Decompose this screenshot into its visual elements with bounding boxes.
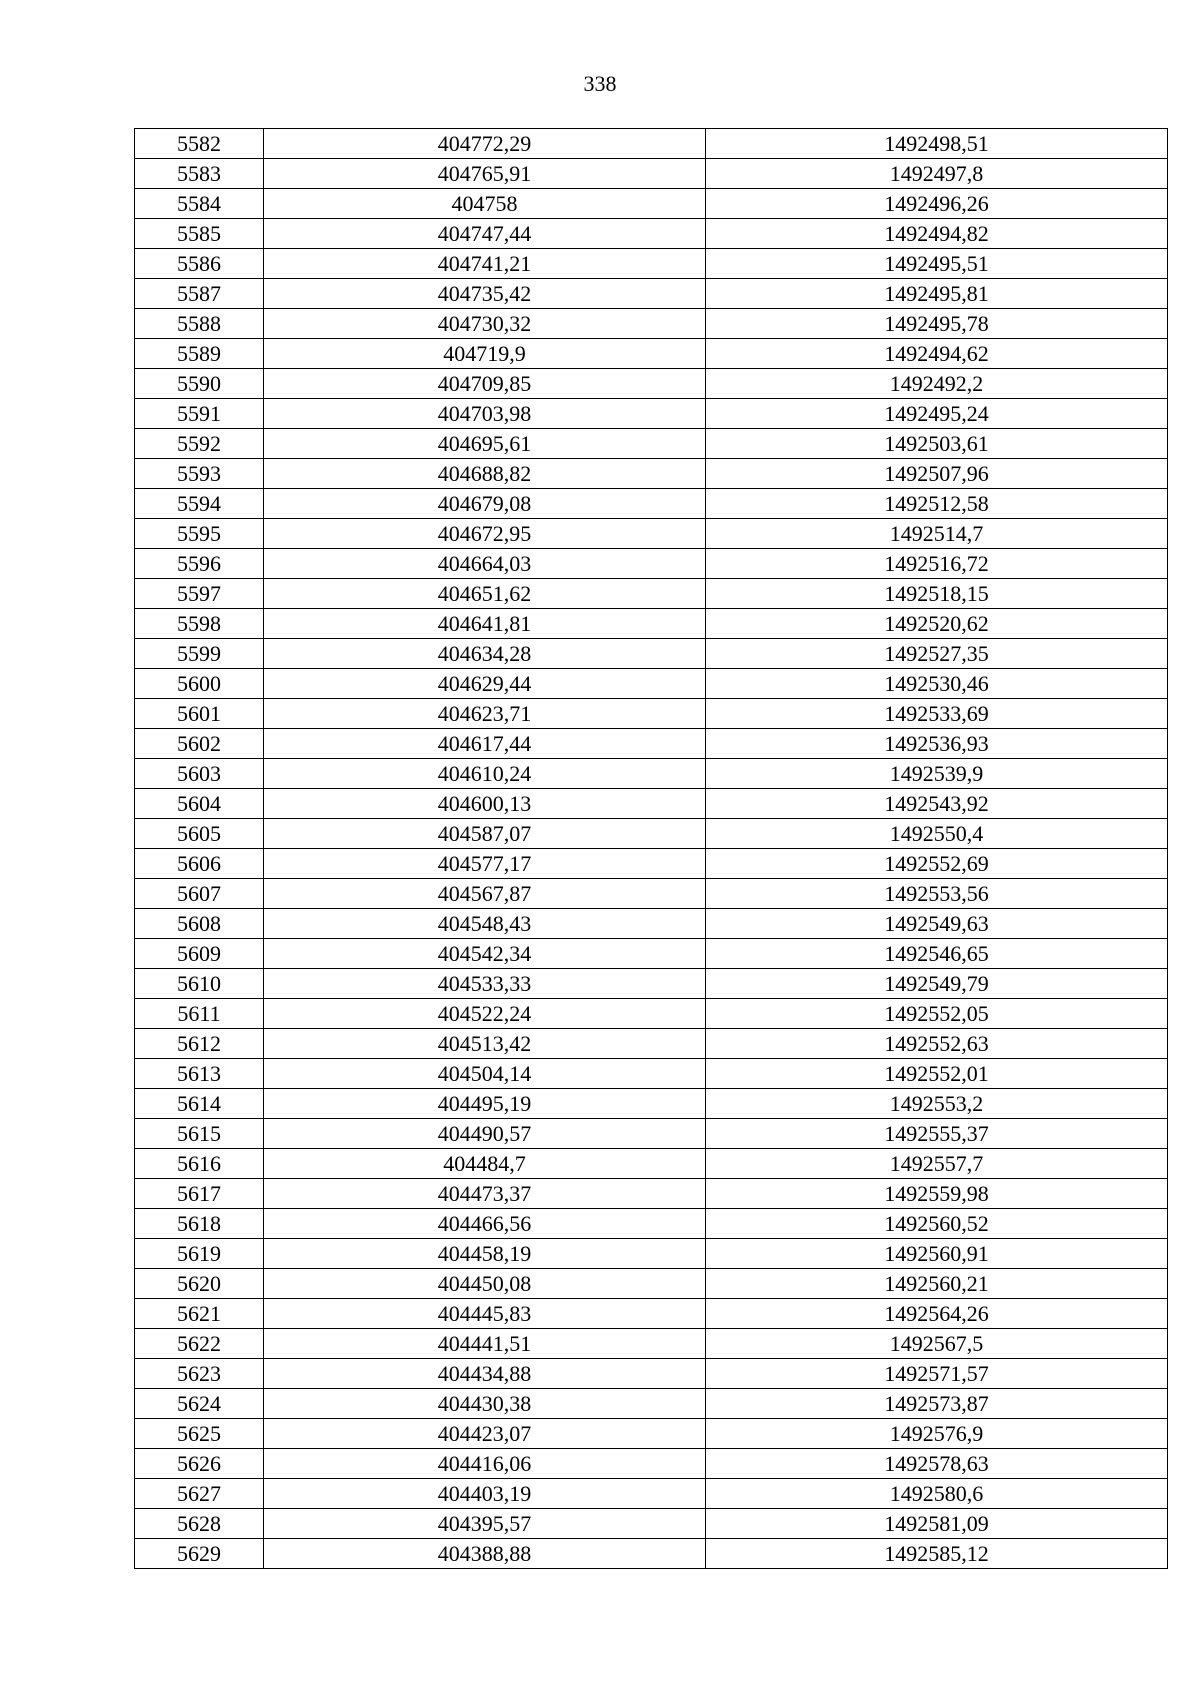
point-number-cell: 5625: [135, 1419, 264, 1449]
x-coordinate-cell: 404513,42: [264, 1029, 706, 1059]
table-row: [135, 819, 1168, 849]
y-coordinate-cell: 1492516,72: [706, 549, 1168, 579]
x-coordinate-cell: 404651,62: [264, 579, 706, 609]
x-coordinate-cell: 404441,51: [264, 1329, 706, 1359]
table-row: [135, 639, 1168, 669]
x-coordinate-cell: 404388,88: [264, 1539, 706, 1569]
x-coordinate-cell: 404672,95: [264, 519, 706, 549]
point-number-cell: 5583: [135, 159, 264, 189]
x-coordinate-cell: 404709,85: [264, 369, 706, 399]
x-coordinate-cell: 404679,08: [264, 489, 706, 519]
x-coordinate-cell: 404577,17: [264, 849, 706, 879]
point-number-cell: 5602: [135, 729, 264, 759]
y-coordinate-cell: 1492553,56: [706, 879, 1168, 909]
point-number-cell: 5600: [135, 669, 264, 699]
page-number: 338: [583, 71, 617, 96]
coordinates-table-body: [135, 129, 1168, 1569]
point-number-cell: 5605: [135, 819, 264, 849]
table-row: [135, 1239, 1168, 1269]
point-number-cell: 5617: [135, 1179, 264, 1209]
y-coordinate-cell: 1492527,35: [706, 639, 1168, 669]
table-row: [135, 1449, 1168, 1479]
point-number-cell: 5588: [135, 309, 264, 339]
table-row: [135, 1389, 1168, 1419]
x-coordinate-cell: 404634,28: [264, 639, 706, 669]
table-row: [135, 1209, 1168, 1239]
y-coordinate-cell: 1492512,58: [706, 489, 1168, 519]
point-number-cell: 5609: [135, 939, 264, 969]
y-coordinate-cell: 1492494,62: [706, 339, 1168, 369]
point-number-cell: 5596: [135, 549, 264, 579]
y-coordinate-cell: 1492495,51: [706, 249, 1168, 279]
x-coordinate-cell: 404735,42: [264, 279, 706, 309]
x-coordinate-cell: 404473,37: [264, 1179, 706, 1209]
point-number-cell: 5598: [135, 609, 264, 639]
x-coordinate-cell: 404445,83: [264, 1299, 706, 1329]
x-coordinate-cell: 404522,24: [264, 999, 706, 1029]
point-number-cell: 5621: [135, 1299, 264, 1329]
y-coordinate-cell: 1492573,87: [706, 1389, 1168, 1419]
table-row: [135, 339, 1168, 369]
table-row: [135, 1299, 1168, 1329]
y-coordinate-cell: 1492536,93: [706, 729, 1168, 759]
x-coordinate-cell: 404430,38: [264, 1389, 706, 1419]
table-row: [135, 1089, 1168, 1119]
table-row: [135, 609, 1168, 639]
y-coordinate-cell: 1492520,62: [706, 609, 1168, 639]
y-coordinate-cell: 1492503,61: [706, 429, 1168, 459]
y-coordinate-cell: 1492560,21: [706, 1269, 1168, 1299]
y-coordinate-cell: 1492555,37: [706, 1119, 1168, 1149]
point-number-cell: 5582: [135, 129, 264, 159]
y-coordinate-cell: 1492560,91: [706, 1239, 1168, 1269]
y-coordinate-cell: 1492552,63: [706, 1029, 1168, 1059]
table-row: [135, 1269, 1168, 1299]
table-row: [135, 879, 1168, 909]
point-number-cell: 5590: [135, 369, 264, 399]
y-coordinate-cell: 1492494,82: [706, 219, 1168, 249]
y-coordinate-cell: 1492507,96: [706, 459, 1168, 489]
x-coordinate-cell: 404587,07: [264, 819, 706, 849]
point-number-cell: 5628: [135, 1509, 264, 1539]
y-coordinate-cell: 1492514,7: [706, 519, 1168, 549]
y-coordinate-cell: 1492576,9: [706, 1419, 1168, 1449]
x-coordinate-cell: 404490,57: [264, 1119, 706, 1149]
x-coordinate-cell: 404741,21: [264, 249, 706, 279]
x-coordinate-cell: 404610,24: [264, 759, 706, 789]
table-row: [135, 969, 1168, 999]
table-row: [135, 1329, 1168, 1359]
x-coordinate-cell: 404747,44: [264, 219, 706, 249]
x-coordinate-cell: 404758: [264, 189, 706, 219]
table-row: [135, 1179, 1168, 1209]
table-row: [135, 699, 1168, 729]
point-number-cell: 5593: [135, 459, 264, 489]
table-row: [135, 399, 1168, 429]
table-row: [135, 669, 1168, 699]
y-coordinate-cell: 1492495,24: [706, 399, 1168, 429]
table-row: [135, 249, 1168, 279]
point-number-cell: 5616: [135, 1149, 264, 1179]
point-number-cell: 5589: [135, 339, 264, 369]
x-coordinate-cell: 404423,07: [264, 1419, 706, 1449]
x-coordinate-cell: 404664,03: [264, 549, 706, 579]
table-row: [135, 1059, 1168, 1089]
point-number-cell: 5591: [135, 399, 264, 429]
x-coordinate-cell: 404542,34: [264, 939, 706, 969]
table-row: [135, 309, 1168, 339]
point-number-cell: 5604: [135, 789, 264, 819]
point-number-cell: 5610: [135, 969, 264, 999]
x-coordinate-cell: 404533,33: [264, 969, 706, 999]
point-number-cell: 5607: [135, 879, 264, 909]
table-row: [135, 1149, 1168, 1179]
table-row: [135, 279, 1168, 309]
table-row: [135, 1359, 1168, 1389]
table-row: [135, 189, 1168, 219]
point-number-cell: 5599: [135, 639, 264, 669]
point-number-cell: 5614: [135, 1089, 264, 1119]
y-coordinate-cell: 1492580,6: [706, 1479, 1168, 1509]
point-number-cell: 5597: [135, 579, 264, 609]
x-coordinate-cell: 404484,7: [264, 1149, 706, 1179]
point-number-cell: 5595: [135, 519, 264, 549]
point-number-cell: 5603: [135, 759, 264, 789]
point-number-cell: 5623: [135, 1359, 264, 1389]
y-coordinate-cell: 1492495,78: [706, 309, 1168, 339]
x-coordinate-cell: 404434,88: [264, 1359, 706, 1389]
table-row: [135, 579, 1168, 609]
y-coordinate-cell: 1492497,8: [706, 159, 1168, 189]
table-row: [135, 489, 1168, 519]
x-coordinate-cell: 404695,61: [264, 429, 706, 459]
point-number-cell: 5622: [135, 1329, 264, 1359]
point-number-cell: 5592: [135, 429, 264, 459]
point-number-cell: 5586: [135, 249, 264, 279]
table-row: [135, 939, 1168, 969]
x-coordinate-cell: 404765,91: [264, 159, 706, 189]
point-number-cell: 5587: [135, 279, 264, 309]
y-coordinate-cell: 1492585,12: [706, 1539, 1168, 1569]
table-row: [135, 729, 1168, 759]
y-coordinate-cell: 1492578,63: [706, 1449, 1168, 1479]
x-coordinate-cell: 404703,98: [264, 399, 706, 429]
x-coordinate-cell: 404450,08: [264, 1269, 706, 1299]
point-number-cell: 5611: [135, 999, 264, 1029]
x-coordinate-cell: 404623,71: [264, 699, 706, 729]
table-row: [135, 369, 1168, 399]
point-number-cell: 5613: [135, 1059, 264, 1089]
y-coordinate-cell: 1492557,7: [706, 1149, 1168, 1179]
table-row: [135, 1479, 1168, 1509]
y-coordinate-cell: 1492530,46: [706, 669, 1168, 699]
y-coordinate-cell: 1492543,92: [706, 789, 1168, 819]
table-row: [135, 909, 1168, 939]
x-coordinate-cell: 404567,87: [264, 879, 706, 909]
point-number-cell: 5620: [135, 1269, 264, 1299]
table-row: [135, 219, 1168, 249]
y-coordinate-cell: 1492550,4: [706, 819, 1168, 849]
x-coordinate-cell: 404617,44: [264, 729, 706, 759]
x-coordinate-cell: 404719,9: [264, 339, 706, 369]
y-coordinate-cell: 1492564,26: [706, 1299, 1168, 1329]
table-row: [135, 519, 1168, 549]
y-coordinate-cell: 1492546,65: [706, 939, 1168, 969]
table-row: [135, 1419, 1168, 1449]
x-coordinate-cell: 404688,82: [264, 459, 706, 489]
table-row: [135, 999, 1168, 1029]
point-number-cell: 5594: [135, 489, 264, 519]
y-coordinate-cell: 1492539,9: [706, 759, 1168, 789]
y-coordinate-cell: 1492552,01: [706, 1059, 1168, 1089]
y-coordinate-cell: 1492549,79: [706, 969, 1168, 999]
table-row: [135, 1539, 1168, 1569]
x-coordinate-cell: 404495,19: [264, 1089, 706, 1119]
point-number-cell: 5615: [135, 1119, 264, 1149]
point-number-cell: 5584: [135, 189, 264, 219]
x-coordinate-cell: 404548,43: [264, 909, 706, 939]
x-coordinate-cell: 404403,19: [264, 1479, 706, 1509]
y-coordinate-cell: 1492533,69: [706, 699, 1168, 729]
table-row: [135, 1029, 1168, 1059]
point-number-cell: 5629: [135, 1539, 264, 1569]
y-coordinate-cell: 1492492,2: [706, 369, 1168, 399]
x-coordinate-cell: 404466,56: [264, 1209, 706, 1239]
table-row: [135, 789, 1168, 819]
point-number-cell: 5612: [135, 1029, 264, 1059]
y-coordinate-cell: 1492496,26: [706, 189, 1168, 219]
coordinates-table: [134, 128, 1168, 1569]
y-coordinate-cell: 1492571,57: [706, 1359, 1168, 1389]
point-number-cell: 5608: [135, 909, 264, 939]
point-number-cell: 5585: [135, 219, 264, 249]
point-number-cell: 5618: [135, 1209, 264, 1239]
point-number-cell: 5626: [135, 1449, 264, 1479]
y-coordinate-cell: 1492559,98: [706, 1179, 1168, 1209]
y-coordinate-cell: 1492560,52: [706, 1209, 1168, 1239]
table-row: [135, 1119, 1168, 1149]
table-row: [135, 759, 1168, 789]
table-row: [135, 159, 1168, 189]
y-coordinate-cell: 1492552,69: [706, 849, 1168, 879]
point-number-cell: 5624: [135, 1389, 264, 1419]
x-coordinate-cell: 404641,81: [264, 609, 706, 639]
y-coordinate-cell: 1492498,51: [706, 129, 1168, 159]
y-coordinate-cell: 1492549,63: [706, 909, 1168, 939]
y-coordinate-cell: 1492581,09: [706, 1509, 1168, 1539]
y-coordinate-cell: 1492518,15: [706, 579, 1168, 609]
table-row: [135, 459, 1168, 489]
point-number-cell: 5627: [135, 1479, 264, 1509]
x-coordinate-cell: 404395,57: [264, 1509, 706, 1539]
x-coordinate-cell: 404416,06: [264, 1449, 706, 1479]
y-coordinate-cell: 1492552,05: [706, 999, 1168, 1029]
y-coordinate-cell: 1492553,2: [706, 1089, 1168, 1119]
y-coordinate-cell: 1492567,5: [706, 1329, 1168, 1359]
point-number-cell: 5606: [135, 849, 264, 879]
y-coordinate-cell: 1492495,81: [706, 279, 1168, 309]
table-row: [135, 549, 1168, 579]
x-coordinate-cell: 404458,19: [264, 1239, 706, 1269]
x-coordinate-cell: 404629,44: [264, 669, 706, 699]
x-coordinate-cell: 404772,29: [264, 129, 706, 159]
x-coordinate-cell: 404600,13: [264, 789, 706, 819]
table-row: [135, 1509, 1168, 1539]
table-row: [135, 849, 1168, 879]
table-row: [135, 129, 1168, 159]
x-coordinate-cell: 404730,32: [264, 309, 706, 339]
point-number-cell: 5601: [135, 699, 264, 729]
x-coordinate-cell: 404504,14: [264, 1059, 706, 1089]
point-number-cell: 5619: [135, 1239, 264, 1269]
table-row: [135, 429, 1168, 459]
